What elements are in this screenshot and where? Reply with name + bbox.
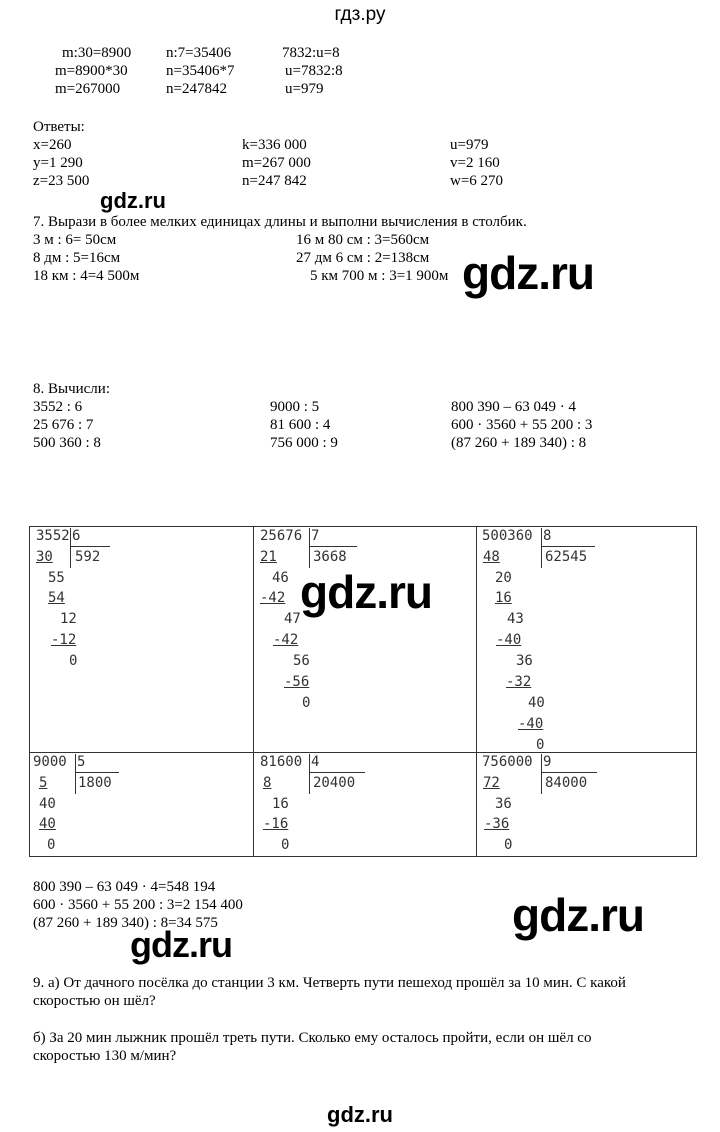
equation: m:30=8900 bbox=[62, 45, 132, 61]
step: -12 bbox=[51, 632, 77, 648]
divisor: 9 bbox=[543, 754, 552, 770]
task9-a-line: скоростью он шёл? bbox=[33, 993, 156, 1009]
equation: n:7=35406 bbox=[166, 45, 232, 61]
divisor: 7 bbox=[311, 528, 320, 544]
dividend: 3552 bbox=[36, 528, 70, 544]
quotient: 84000 bbox=[545, 775, 588, 791]
division-bar bbox=[75, 772, 119, 773]
task8-item: 9000 : 5 bbox=[270, 399, 320, 415]
result-line: (87 260 + 189 340) : 8=34 575 bbox=[33, 915, 218, 931]
division-bar bbox=[541, 772, 597, 773]
step: -42 bbox=[273, 632, 299, 648]
footer-watermark: gdz.ru bbox=[327, 1102, 393, 1127]
division-bar bbox=[541, 754, 542, 794]
dividend: 756000 bbox=[482, 754, 533, 770]
step: 56 bbox=[293, 653, 310, 669]
answer: u=979 bbox=[450, 137, 489, 153]
step: -56 bbox=[284, 674, 310, 690]
answer: y=1 290 bbox=[33, 155, 83, 171]
step: 43 bbox=[507, 611, 524, 627]
equation: 7832:u=8 bbox=[282, 45, 340, 61]
task8-item: 600 · 3560 + 55 200 : 3 bbox=[451, 417, 593, 433]
answer: n=247 842 bbox=[242, 173, 307, 189]
division-bar bbox=[70, 528, 71, 568]
task7-item: 18 км : 4=4 500м bbox=[33, 268, 140, 284]
step: -42 bbox=[260, 590, 286, 606]
task9-a-line: 9. а) От дачного посёлка до станции 3 км. Четверть пути пешеход прошёл за 10 мин. С какой bbox=[33, 975, 626, 991]
grid-border bbox=[29, 526, 30, 856]
answer: w=6 270 bbox=[450, 173, 504, 189]
division-bar bbox=[541, 546, 595, 547]
step: 0 bbox=[281, 837, 290, 853]
step: 47 bbox=[284, 611, 301, 627]
step: 20 bbox=[495, 570, 512, 586]
step: 40 bbox=[39, 816, 56, 832]
step: 0 bbox=[302, 695, 311, 711]
step: 0 bbox=[504, 837, 513, 853]
divisor: 8 bbox=[543, 528, 552, 544]
task9-b-line: б) За 20 мин лыжник прошёл треть пути. Сколько ему осталось пройти, если он шёл со bbox=[33, 1030, 592, 1046]
result-line: 600 · 3560 + 55 200 : 3=2 154 400 bbox=[33, 897, 243, 913]
task8-item: 756 000 : 9 bbox=[270, 435, 338, 451]
watermark: gdz.ru bbox=[462, 247, 594, 299]
step: 36 bbox=[495, 796, 512, 812]
task8-item: 25 676 : 7 bbox=[33, 417, 94, 433]
quotient: 1800 bbox=[78, 775, 112, 791]
divisor: 6 bbox=[72, 528, 81, 544]
task8-title: 8. Вычисли: bbox=[33, 381, 110, 397]
division-bar bbox=[309, 754, 310, 794]
answer: x=260 bbox=[33, 137, 72, 153]
grid-divider bbox=[253, 526, 254, 856]
division-bar bbox=[541, 528, 542, 568]
watermark: gdz.ru bbox=[300, 566, 432, 618]
equation: m=267000 bbox=[55, 81, 121, 97]
site-header-title: гдз.ру bbox=[334, 4, 386, 25]
division-bar bbox=[75, 754, 76, 794]
grid-divider bbox=[29, 752, 697, 753]
step: 72 bbox=[483, 775, 500, 791]
dividend: 25676 bbox=[260, 528, 303, 544]
step: 54 bbox=[48, 590, 65, 606]
watermark: gdz.ru bbox=[130, 924, 232, 965]
step: 0 bbox=[69, 653, 78, 669]
dividend: 81600 bbox=[260, 754, 303, 770]
step: -32 bbox=[506, 674, 532, 690]
answer: m=267 000 bbox=[242, 155, 311, 171]
task9-b-line: скоростью 130 м/мин? bbox=[33, 1048, 177, 1064]
task7-item: 8 дм : 5=16см bbox=[33, 250, 121, 266]
step: 16 bbox=[495, 590, 512, 606]
step: 8 bbox=[263, 775, 272, 791]
task8-item: 800 390 – 63 049 · 4 bbox=[451, 399, 576, 415]
quotient: 62545 bbox=[545, 549, 588, 565]
step: -16 bbox=[263, 816, 289, 832]
equation: m=8900*30 bbox=[55, 63, 128, 79]
watermark: gdz.ru bbox=[512, 889, 644, 941]
dividend: 500360 bbox=[482, 528, 533, 544]
divisor: 5 bbox=[77, 754, 86, 770]
quotient: 20400 bbox=[313, 775, 356, 791]
divisor: 4 bbox=[311, 754, 320, 770]
step: 16 bbox=[272, 796, 289, 812]
step: 55 bbox=[48, 570, 65, 586]
grid-divider bbox=[476, 526, 477, 856]
task7-item: 16 м 80 см : 3=560см bbox=[296, 232, 430, 248]
task7-title: 7. Вырази в более мелких единицах длины и выполни вычисления в столбик. bbox=[33, 214, 527, 230]
task8-item: (87 260 + 189 340) : 8 bbox=[451, 435, 587, 451]
answer: z=23 500 bbox=[33, 173, 90, 189]
division-bar bbox=[70, 546, 110, 547]
quotient: 592 bbox=[75, 549, 101, 565]
step: -40 bbox=[518, 716, 544, 732]
grid-border bbox=[29, 856, 697, 857]
equation: n=247842 bbox=[166, 81, 227, 97]
division-bar bbox=[309, 528, 310, 568]
answers-heading: Ответы: bbox=[33, 119, 85, 135]
watermark: gdz.ru bbox=[100, 188, 166, 213]
division-bar bbox=[309, 772, 365, 773]
step: 46 bbox=[272, 570, 289, 586]
task8-item: 3552 : 6 bbox=[33, 399, 83, 415]
division-bar bbox=[309, 546, 357, 547]
quotient: 3668 bbox=[313, 549, 347, 565]
step: 21 bbox=[260, 549, 277, 565]
answer: v=2 160 bbox=[450, 155, 500, 171]
task7-item: 27 дм 6 см : 2=138см bbox=[296, 250, 430, 266]
step: 30 bbox=[36, 549, 53, 565]
step: 12 bbox=[60, 611, 77, 627]
step: 0 bbox=[47, 837, 56, 853]
step: 40 bbox=[528, 695, 545, 711]
step: 0 bbox=[536, 737, 545, 753]
result-line: 800 390 – 63 049 · 4=548 194 bbox=[33, 879, 216, 895]
step: 48 bbox=[483, 549, 500, 565]
task7-item: 5 км 700 м : 3=1 900м bbox=[310, 268, 449, 284]
task7-item: 3 м : 6= 50см bbox=[33, 232, 117, 248]
answer: k=336 000 bbox=[242, 137, 307, 153]
step: 40 bbox=[39, 796, 56, 812]
task8-item: 81 600 : 4 bbox=[270, 417, 331, 433]
step: -40 bbox=[496, 632, 522, 648]
step: 36 bbox=[516, 653, 533, 669]
dividend: 9000 bbox=[33, 754, 67, 770]
step: -36 bbox=[484, 816, 510, 832]
step: 5 bbox=[39, 775, 48, 791]
equation: u=7832:8 bbox=[285, 63, 343, 79]
task8-item: 500 360 : 8 bbox=[33, 435, 101, 451]
grid-border bbox=[29, 526, 697, 527]
equation: n=35406*7 bbox=[166, 63, 235, 79]
grid-border bbox=[696, 526, 697, 856]
equation: u=979 bbox=[285, 81, 324, 97]
